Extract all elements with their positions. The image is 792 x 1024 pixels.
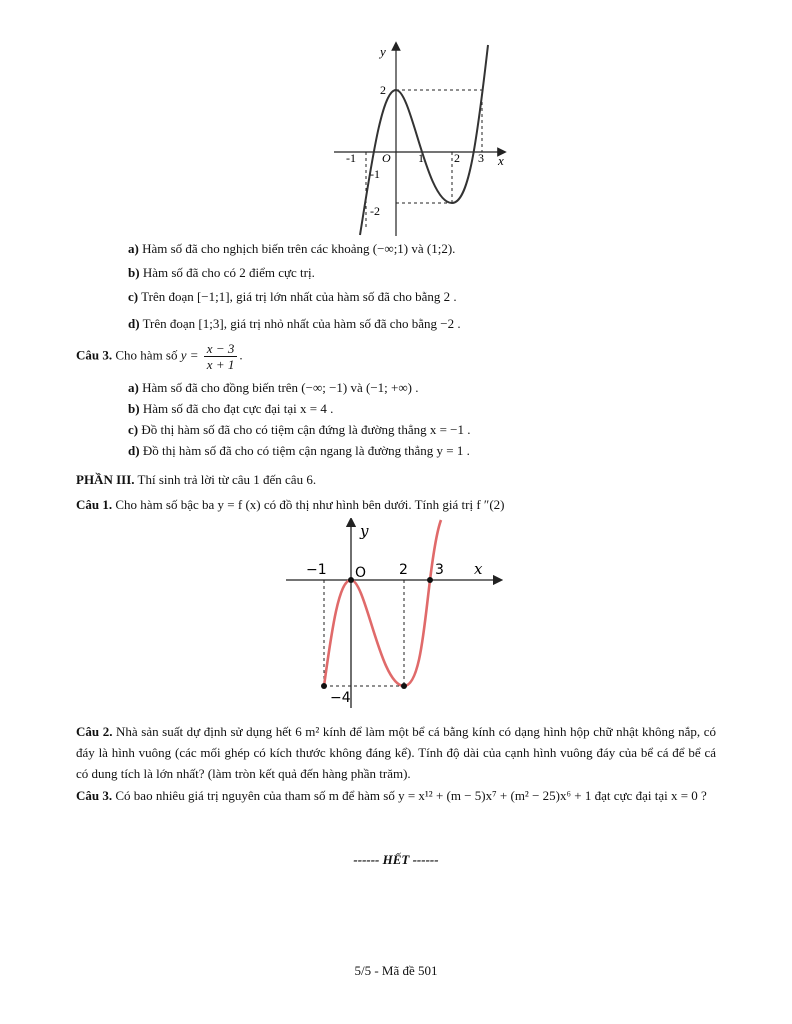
axis-label-x: x (474, 560, 483, 578)
x-tick-label: 3 (435, 562, 444, 578)
axis-label-y: y (360, 522, 369, 540)
p3-question-1: Câu 1. Cho hàm số bậc ba y = f (x) có đồ thị như hình bên dưới. Tính giá trị f ″(2) (76, 497, 505, 512)
y-tick-label: 2 (380, 83, 386, 97)
origin-label: O (355, 565, 367, 581)
q3-stem: Câu 3. Cho hàm số y = $\frac{x - 3}{x + 1}$ . (76, 341, 243, 372)
q2-item-c: c) Trên đoạn [−1;1], giá trị lớn nhất của hàm số đã cho bằng 2 . (128, 289, 457, 304)
y-tick-label: -2 (370, 204, 380, 218)
q3-item-d: d) Đồ thị hàm số đã cho có tiệm cận ngang là đường thẳng y = 1 . (128, 443, 470, 458)
x-tick-label: −1 (306, 562, 327, 578)
curve (324, 520, 441, 686)
axis-label-x: x (498, 153, 504, 168)
y-tick-label: -1 (370, 167, 380, 181)
y-tick-label: −4 (330, 690, 351, 706)
point (348, 577, 354, 583)
q3-item-c: c) Đồ thị hàm số đã cho có tiệm cận đứng là đường thẳng x = −1 . (128, 422, 471, 437)
figure-2-graph (284, 518, 504, 710)
q2-item-d: d) Trên đoạn [1;3], giá trị nhỏ nhất của hàm số đã cho bằng −2 . (128, 316, 461, 331)
figure-1-graph (330, 40, 510, 240)
point (321, 683, 327, 689)
x-tick-label: 3 (478, 151, 484, 165)
q3-fraction: $\frac{x - 3}{x + 1}$ (204, 341, 238, 372)
point (401, 683, 407, 689)
x-tick-label: 1 (418, 151, 424, 165)
x-tick-label: 2 (454, 151, 460, 165)
part3-heading: PHẦN III. Thí sinh trả lời từ câu 1 đến câu 6. (76, 472, 317, 487)
q2-item-b: b) Hàm số đã cho có 2 điểm cực trị. (128, 265, 315, 280)
end-marker: ------ HẾT ------ (353, 852, 439, 867)
p3-question-2: Câu 2. Nhà sản suất dự định sử dụng hết 6 m² kính để làm một bể cá bằng kính có dạng hình hộp chữ nhật không nắp, có đáy là hình vuông (các mối ghép có kích thước không đáng kể). Tính độ dài của cạnh hình vuông đáy của bể cá để bể cá có dung tích là lớn nhất? (làm tròn kết quả đến hàng phần trăm). (76, 724, 716, 781)
x-tick-label: -1 (346, 151, 356, 165)
p3-question-3: Câu 3. Có bao nhiêu giá trị nguyên của tham số m để hàm số y = x¹² + (m − 5)x⁷ + (m² − 25)x⁶ + 1 đạt cực đại tại x = 0 ? (76, 788, 707, 803)
q2-item-a: a) Hàm số đã cho nghịch biến trên các khoảng (−∞;1) và (1;2). (128, 241, 456, 256)
axis-label-y: y (380, 44, 386, 59)
point (427, 577, 433, 583)
q3-item-a: a) Hàm số đã cho đồng biến trên (−∞; −1) và (−1; +∞) . (128, 380, 419, 395)
x-tick-label: 2 (399, 562, 408, 578)
page-footer: 5/5 - Mã đề 501 (354, 963, 438, 978)
origin-label: O (382, 151, 391, 165)
q3-item-b: b) Hàm số đã cho đạt cực đại tại x = 4 . (128, 401, 334, 416)
